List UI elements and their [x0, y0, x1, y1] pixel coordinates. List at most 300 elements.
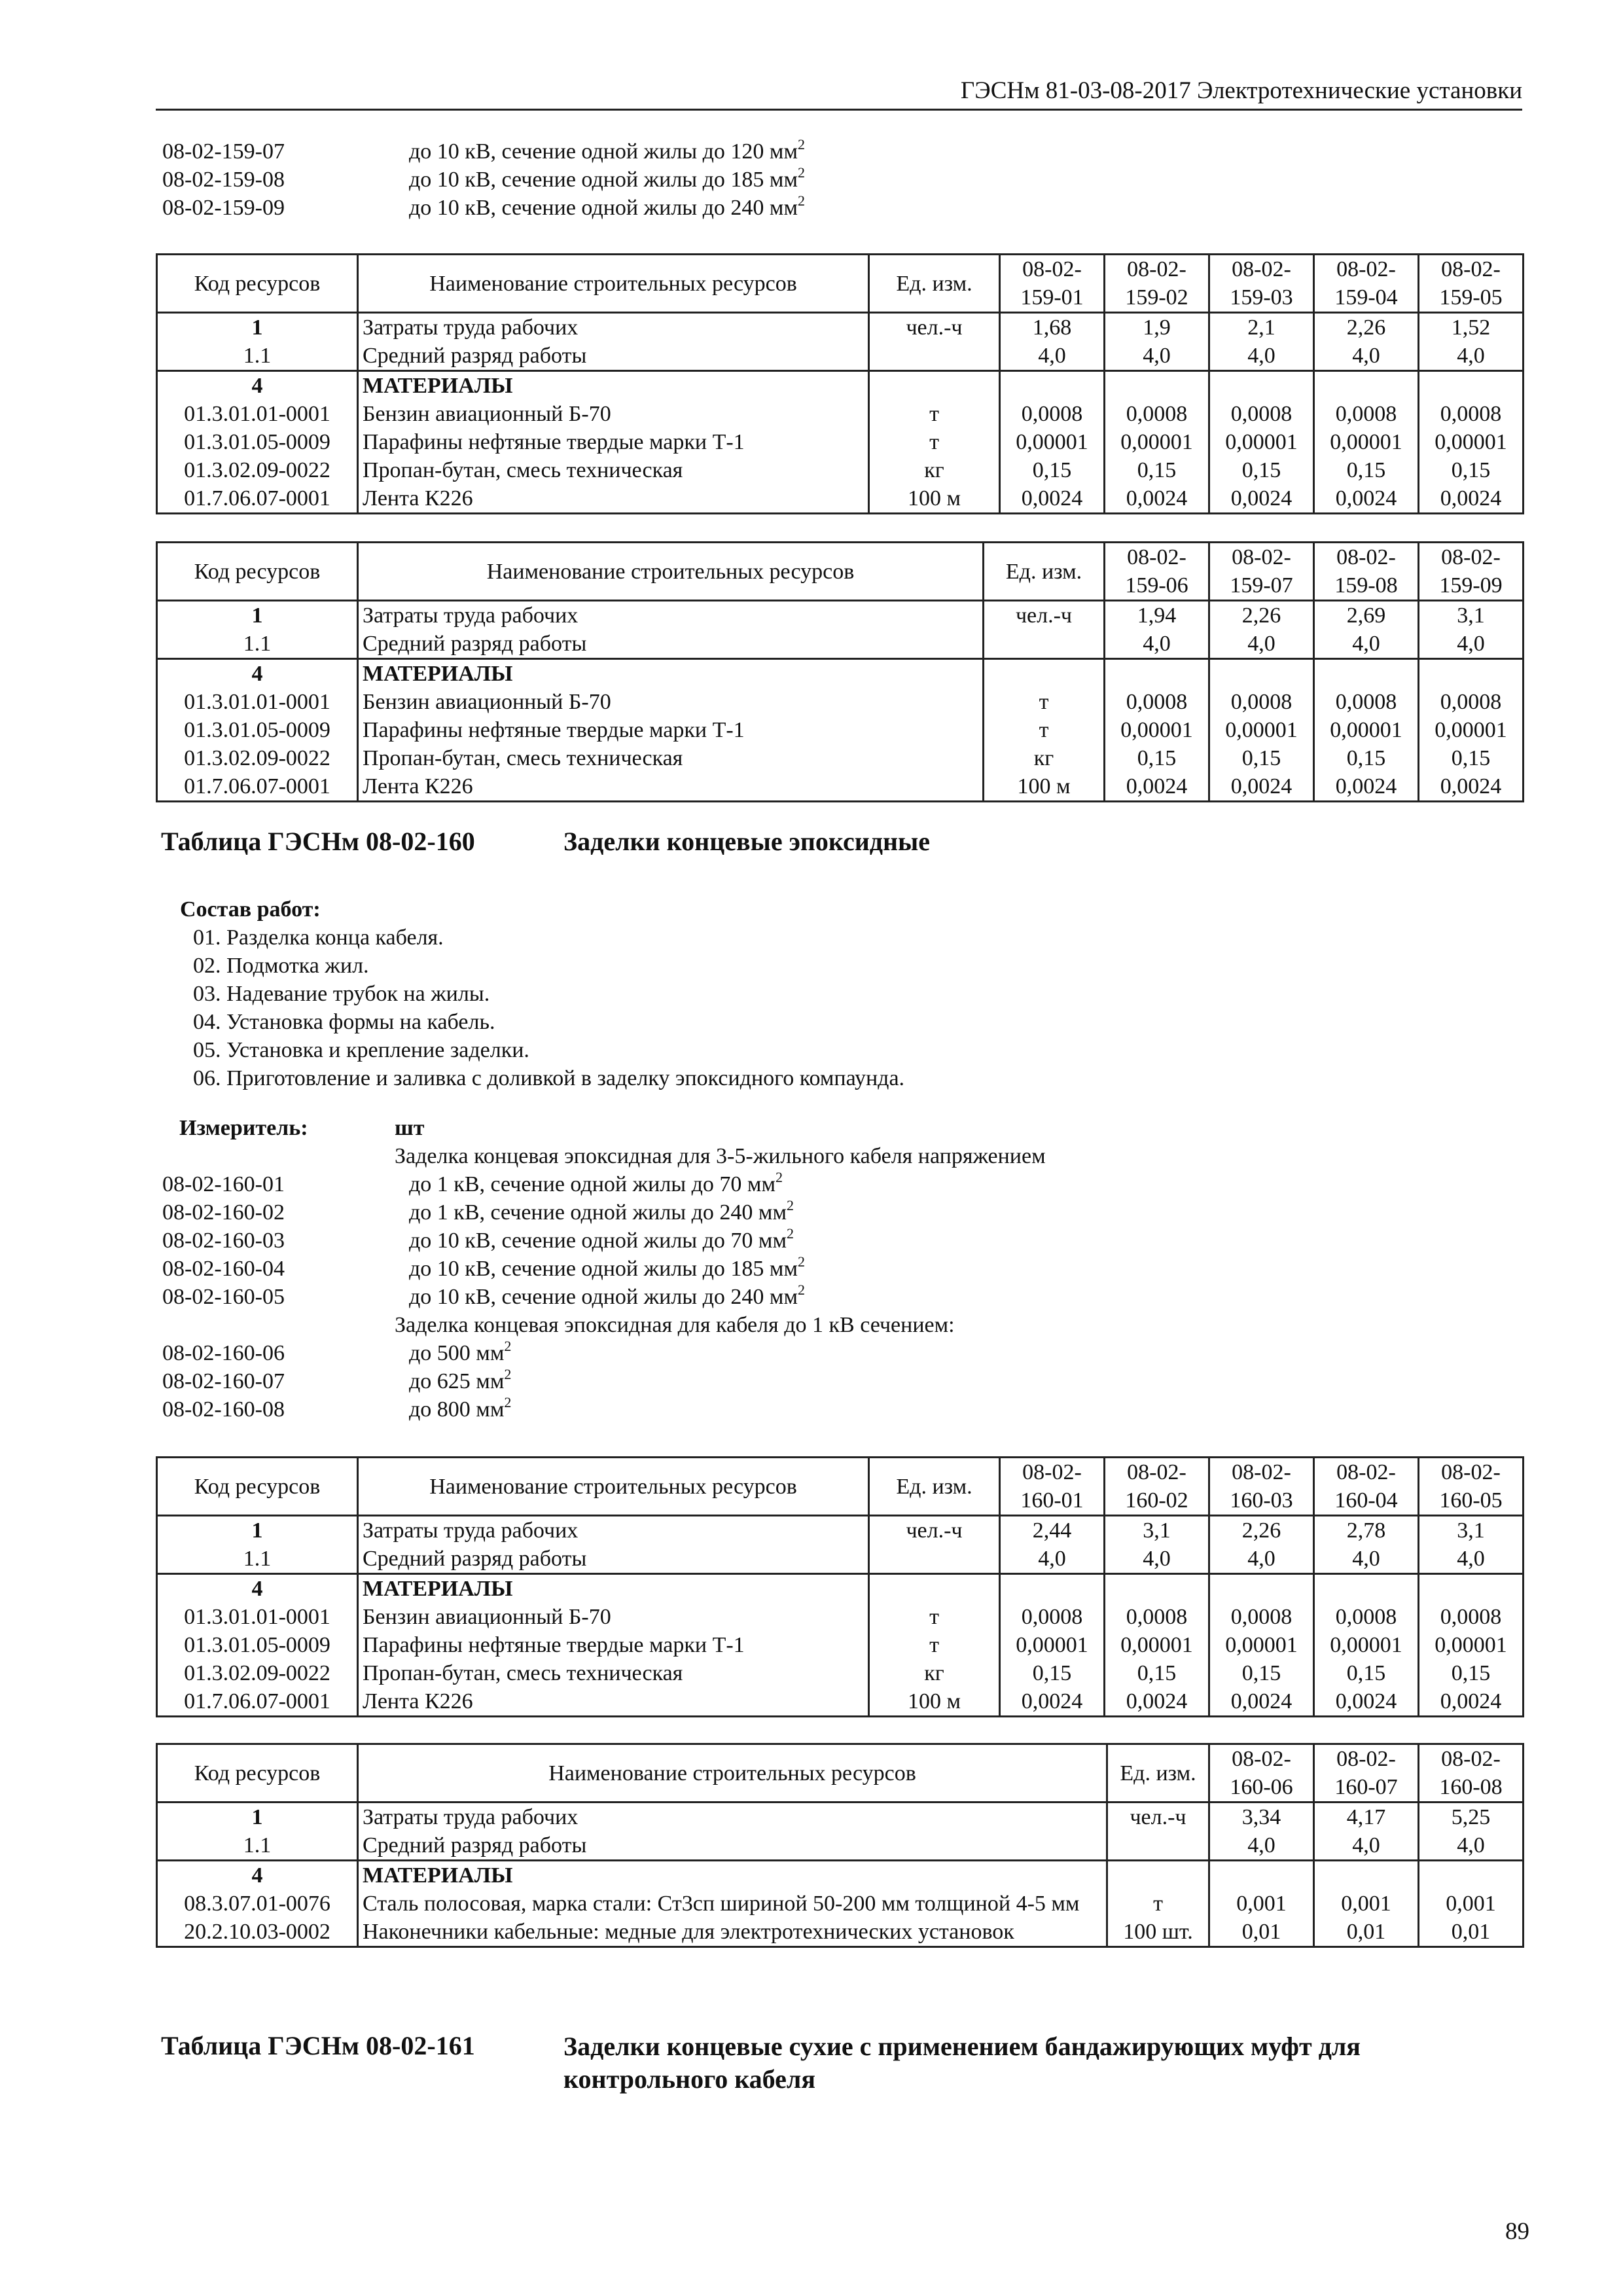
resource-unit: чел.-ч — [869, 313, 1000, 342]
code-description-text: до 500 мм — [409, 1341, 505, 1365]
resource-row — [157, 313, 1524, 342]
resource-row — [157, 744, 1524, 772]
resource-value: 4,0 — [1105, 630, 1209, 659]
resource-code: 08-02-160-06 — [162, 1341, 285, 1365]
resource-row — [157, 1631, 1524, 1659]
superscript: 2 — [797, 192, 805, 209]
resource-row — [157, 1687, 1524, 1717]
header-rate-code: 08-02- 159-07 — [1209, 543, 1314, 601]
code-description-text: до 1 кВ, сечение одной жилы до 70 мм — [409, 1172, 776, 1196]
work-step: 02. Подмотка жил. — [193, 954, 369, 978]
resource-value: 0,15 — [1419, 1659, 1524, 1687]
resource-value: 0,00001 — [1419, 428, 1524, 456]
resource-value — [1000, 1574, 1105, 1604]
resource-value: 0,15 — [1209, 744, 1314, 772]
header-unit: Ед. изм. — [984, 543, 1105, 601]
resource-unit — [984, 659, 1105, 689]
superscript: 2 — [504, 1338, 512, 1354]
resource-row — [157, 456, 1524, 484]
code-description-text: до 10 кВ, сечение одной жилы до 70 мм — [409, 1229, 787, 1253]
resource-name: Бензин авиационный Б-70 — [358, 400, 869, 428]
resource-code: 1 — [157, 601, 358, 630]
code-description-text: до 10 кВ, сечение одной жилы до 240 мм — [409, 1285, 798, 1309]
resource-value: 0,00001 — [1314, 1631, 1419, 1659]
code-description — [395, 1395, 511, 1424]
resource-name: Средний разряд работы — [358, 342, 869, 371]
resource-name: Сталь полосовая, марка стали: Ст3сп шириной 50-200 мм толщиной 4-5 мм — [358, 1890, 1107, 1918]
resource-value: 0,0008 — [1000, 400, 1105, 428]
resource-code: 08-02-159-07 — [162, 139, 285, 164]
resource-unit — [1107, 1861, 1209, 1890]
resource-unit — [1107, 1831, 1209, 1861]
resource-value: 0,0024 — [1314, 772, 1419, 802]
header-name: Наименование строительных ресурсов — [358, 255, 869, 313]
code-description-text: до 10 кВ, сечение одной жилы до 240 мм — [409, 196, 798, 220]
resource-table-159-06-09 — [156, 541, 1524, 802]
code-description-text: до 10 кВ, сечение одной жилы до 185 мм — [409, 1257, 798, 1281]
resource-value: 0,00001 — [1419, 1631, 1524, 1659]
code-description — [395, 1198, 794, 1227]
resource-value: 0,0008 — [1209, 688, 1314, 716]
resource-value: 0,00001 — [1000, 428, 1105, 456]
code-description — [395, 137, 805, 166]
resource-value: 4,0 — [1419, 630, 1524, 659]
resource-value: 1,94 — [1105, 601, 1209, 630]
superscript: 2 — [786, 1197, 794, 1213]
resource-value: 4,0 — [1000, 1545, 1105, 1574]
resource-value: 4,0 — [1209, 1831, 1314, 1861]
resource-code: 01.3.01.05-0009 — [157, 1631, 358, 1659]
resource-value: 0,00001 — [1105, 428, 1209, 456]
code-description — [395, 1367, 511, 1395]
running-header — [156, 73, 1522, 111]
resource-value: 0,0024 — [1000, 484, 1105, 514]
work-step: 06. Приготовление и заливка с доливкой в заделку эпоксидного компаунда. — [193, 1066, 905, 1090]
resource-code: 01.7.06.07-0001 — [157, 1687, 358, 1717]
resource-value: 4,17 — [1314, 1803, 1419, 1832]
header-rate-code: 08-02- 159-04 — [1314, 255, 1419, 313]
resource-name: Средний разряд работы — [358, 1831, 1107, 1861]
resource-name: Затраты труда рабочих — [358, 1803, 1107, 1832]
resource-name: Парафины нефтяные твердые марки Т-1 — [358, 428, 869, 456]
resource-unit: кг — [869, 1659, 1000, 1687]
resource-value: 0,15 — [1209, 1659, 1314, 1687]
resource-name: МАТЕРИАЛЫ — [358, 1861, 1107, 1890]
resource-value — [1209, 371, 1314, 401]
resource-row — [157, 1861, 1524, 1890]
resource-value: 0,0024 — [1209, 772, 1314, 802]
resource-table-159-01-05 — [156, 253, 1524, 514]
resource-value: 0,0008 — [1209, 1603, 1314, 1631]
work-step: 01. Разделка конца кабеля. — [193, 925, 444, 950]
code-row — [162, 1255, 1046, 1283]
code-row — [162, 1367, 1046, 1395]
header-code: Код ресурсов — [157, 1744, 358, 1803]
resource-name: Парафины нефтяные твердые марки Т-1 — [358, 716, 984, 744]
code-description — [395, 1170, 783, 1198]
resource-row — [157, 659, 1524, 689]
code-list-159 — [162, 137, 805, 222]
resource-code: 08-02-159-09 — [162, 196, 285, 220]
meter-unit: шт — [395, 1116, 425, 1140]
superscript: 2 — [797, 1282, 805, 1298]
header-code: Код ресурсов — [157, 255, 358, 313]
resource-value: 0,0024 — [1314, 484, 1419, 514]
resource-code: 4 — [157, 659, 358, 689]
resource-value: 0,001 — [1419, 1890, 1524, 1918]
section-name: Заделки концевые эпоксидные — [563, 827, 931, 856]
resource-value: 0,00001 — [1314, 716, 1419, 744]
resource-unit: т — [869, 400, 1000, 428]
resource-value — [1419, 1861, 1524, 1890]
code-description-text: до 10 кВ, сечение одной жилы до 185 мм — [409, 168, 798, 192]
resource-unit: т — [869, 1631, 1000, 1659]
resource-value — [1105, 371, 1209, 401]
resource-value: 0,0008 — [1419, 1603, 1524, 1631]
resource-unit: 100 м — [869, 1687, 1000, 1717]
resource-code: 1.1 — [157, 630, 358, 659]
superscript: 2 — [797, 136, 805, 152]
resource-row — [157, 1516, 1524, 1545]
resource-row — [157, 371, 1524, 401]
resource-unit: кг — [984, 744, 1105, 772]
resource-value: 0,0024 — [1000, 1687, 1105, 1717]
header-rate-code: 08-02- 159-02 — [1105, 255, 1209, 313]
header-name: Наименование строительных ресурсов — [358, 1744, 1107, 1803]
resource-value — [1419, 1574, 1524, 1604]
resource-value: 0,0024 — [1105, 772, 1209, 802]
header-unit: Ед. изм. — [1107, 1744, 1209, 1803]
resource-value: 3,1 — [1419, 601, 1524, 630]
resource-code: 1 — [157, 1803, 358, 1832]
group-heading-2: Заделка концевая эпоксидная для кабеля до 1 кВ сечением: — [395, 1313, 955, 1337]
resource-value: 4,0 — [1419, 1831, 1524, 1861]
works-heading: Состав работ: — [180, 897, 321, 922]
header-rate-code: 08-02- 159-08 — [1314, 543, 1419, 601]
resource-name: Наконечники кабельные: медные для электротехнических установок — [358, 1918, 1107, 1947]
header-name: Наименование строительных ресурсов — [358, 543, 984, 601]
resource-code: 08-02-160-02 — [162, 1200, 285, 1225]
resource-value: 4,0 — [1000, 342, 1105, 371]
running-header-title: ГЭСНм 81-03-08-2017 Электротехнические установки — [960, 77, 1522, 104]
header-unit: Ед. изм. — [869, 255, 1000, 313]
section-number: Таблица ГЭСНм 08-02-161 — [161, 2031, 475, 2060]
resource-name: Бензин авиационный Б-70 — [358, 1603, 869, 1631]
resource-value: 0,00001 — [1314, 428, 1419, 456]
header-rate-code: 08-02- 160-03 — [1209, 1458, 1314, 1516]
meter-label: Измеритель: — [179, 1116, 308, 1140]
resource-value — [1105, 659, 1209, 689]
code-row — [162, 1198, 1046, 1227]
section-number: Таблица ГЭСНм 08-02-160 — [161, 827, 475, 856]
resource-row — [157, 342, 1524, 371]
resource-code: 08-02-160-03 — [162, 1229, 285, 1253]
resource-row — [157, 484, 1524, 514]
header-name: Наименование строительных ресурсов — [358, 1458, 869, 1516]
resource-name: МАТЕРИАЛЫ — [358, 371, 869, 401]
resource-value — [1000, 371, 1105, 401]
resource-value: 0,0024 — [1419, 772, 1524, 802]
resource-value: 0,0008 — [1105, 400, 1209, 428]
resource-value: 4,0 — [1209, 342, 1314, 371]
resource-value: 0,00001 — [1209, 1631, 1314, 1659]
resource-value: 0,001 — [1209, 1890, 1314, 1918]
code-row — [162, 137, 805, 166]
resource-unit: т — [869, 428, 1000, 456]
resource-value — [1314, 659, 1419, 689]
header-rate-code: 08-02- 160-05 — [1419, 1458, 1524, 1516]
resource-value: 4,0 — [1105, 1545, 1209, 1574]
resource-unit: 100 м — [869, 484, 1000, 514]
resource-code: 1 — [157, 313, 358, 342]
resource-code: 08-02-160-01 — [162, 1172, 285, 1196]
superscript: 2 — [797, 164, 805, 181]
resource-value — [1314, 371, 1419, 401]
resource-name: Пропан-бутан, смесь техническая — [358, 456, 869, 484]
resource-row — [157, 716, 1524, 744]
resource-row — [157, 428, 1524, 456]
resource-row — [157, 1659, 1524, 1687]
header-rate-code: 08-02- 160-07 — [1314, 1744, 1419, 1803]
work-step: 03. Надевание трубок на жилы. — [193, 982, 490, 1006]
resource-value: 0,15 — [1419, 744, 1524, 772]
resource-unit: 100 шт. — [1107, 1918, 1209, 1947]
resource-row — [157, 1603, 1524, 1631]
section-title-160 — [161, 826, 930, 857]
resource-value: 0,0024 — [1209, 484, 1314, 514]
resource-name: Лента К226 — [358, 484, 869, 514]
header-rate-code: 08-02- 159-09 — [1419, 543, 1524, 601]
resource-value: 3,1 — [1419, 1516, 1524, 1545]
resource-value: 4,0 — [1419, 342, 1524, 371]
resource-value: 2,26 — [1314, 313, 1419, 342]
resource-name: Затраты труда рабочих — [358, 313, 869, 342]
header-rate-code: 08-02- 160-06 — [1209, 1744, 1314, 1803]
resource-code: 01.3.01.01-0001 — [157, 688, 358, 716]
resource-unit: чел.-ч — [1107, 1803, 1209, 1832]
code-description-text: до 625 мм — [409, 1369, 505, 1393]
resource-value: 0,0024 — [1105, 1687, 1209, 1717]
code-description-text: до 800 мм — [409, 1397, 505, 1422]
code-description — [395, 1255, 805, 1283]
resource-value: 0,15 — [1209, 456, 1314, 484]
code-description — [395, 166, 805, 194]
section-title-161 — [161, 2030, 1499, 2096]
resource-name: Лента К226 — [358, 772, 984, 802]
superscript: 2 — [786, 1225, 794, 1242]
resource-value: 0,00001 — [1105, 1631, 1209, 1659]
resource-name: Пропан-бутан, смесь техническая — [358, 744, 984, 772]
resource-value: 0,0008 — [1000, 1603, 1105, 1631]
resource-code: 08.3.07.01-0076 — [157, 1890, 358, 1918]
resource-table-160-01-05 — [156, 1456, 1524, 1717]
resource-name: МАТЕРИАЛЫ — [358, 1574, 869, 1604]
works-list — [180, 895, 904, 1092]
resource-code: 01.3.01.01-0001 — [157, 400, 358, 428]
group-heading-1: Заделка концевая эпоксидная для 3-5-жильного кабеля напряжением — [395, 1144, 1046, 1168]
resource-value: 0,00001 — [1000, 1631, 1105, 1659]
resource-value — [1419, 659, 1524, 689]
resource-value: 0,0008 — [1314, 400, 1419, 428]
superscript: 2 — [504, 1394, 512, 1410]
resource-code: 01.3.02.09-0022 — [157, 456, 358, 484]
resource-value: 0,15 — [1000, 456, 1105, 484]
work-step: 05. Установка и крепление заделки. — [193, 1038, 529, 1062]
code-row — [162, 1227, 1046, 1255]
resource-value: 0,0024 — [1314, 1687, 1419, 1717]
resource-unit: чел.-ч — [984, 601, 1105, 630]
resource-unit — [869, 1545, 1000, 1574]
resource-code: 01.7.06.07-0001 — [157, 772, 358, 802]
resource-name: Затраты труда рабочих — [358, 1516, 869, 1545]
resource-value: 0,15 — [1105, 1659, 1209, 1687]
resource-value: 4,0 — [1314, 630, 1419, 659]
resource-row — [157, 688, 1524, 716]
superscript: 2 — [504, 1366, 512, 1382]
header-rate-code: 08-02- 160-01 — [1000, 1458, 1105, 1516]
resource-unit: кг — [869, 456, 1000, 484]
resource-name: Средний разряд работы — [358, 1545, 869, 1574]
resource-unit — [869, 371, 1000, 401]
header-rate-code: 08-02- 160-02 — [1105, 1458, 1209, 1516]
resource-unit — [869, 342, 1000, 371]
resource-value: 4,0 — [1209, 1545, 1314, 1574]
resource-value: 2,44 — [1000, 1516, 1105, 1545]
resource-code: 1 — [157, 1516, 358, 1545]
resource-table-160-06-08 — [156, 1743, 1524, 1948]
resource-value: 0,0024 — [1419, 1687, 1524, 1717]
resource-value: 0,15 — [1314, 744, 1419, 772]
header-rate-code: 08-02- 160-08 — [1419, 1744, 1524, 1803]
resource-value — [1105, 1574, 1209, 1604]
resource-value: 0,00001 — [1209, 428, 1314, 456]
resource-row — [157, 1918, 1524, 1947]
resource-value: 4,0 — [1209, 630, 1314, 659]
meter-block — [162, 1114, 1046, 1424]
resource-value: 0,15 — [1000, 1659, 1105, 1687]
resource-value: 2,78 — [1314, 1516, 1419, 1545]
resource-value: 0,00001 — [1105, 716, 1209, 744]
resource-name: МАТЕРИАЛЫ — [358, 659, 984, 689]
resource-unit: т — [984, 716, 1105, 744]
resource-row — [157, 772, 1524, 802]
resource-unit: чел.-ч — [869, 1516, 1000, 1545]
code-description-text: до 1 кВ, сечение одной жилы до 240 мм — [409, 1200, 787, 1225]
resource-value: 1,68 — [1000, 313, 1105, 342]
resource-row — [157, 1803, 1524, 1832]
resource-code: 20.2.10.03-0002 — [157, 1918, 358, 1947]
superscript: 2 — [775, 1169, 783, 1185]
resource-name: Затраты труда рабочих — [358, 601, 984, 630]
resource-row — [157, 1890, 1524, 1918]
resource-code: 08-02-159-08 — [162, 168, 285, 192]
resource-value: 3,34 — [1209, 1803, 1314, 1832]
resource-code: 01.7.06.07-0001 — [157, 484, 358, 514]
code-row — [162, 1395, 1046, 1424]
header-rate-code: 08-02- 159-03 — [1209, 255, 1314, 313]
resource-name: Парафины нефтяные твердые марки Т-1 — [358, 1631, 869, 1659]
header-code: Код ресурсов — [157, 1458, 358, 1516]
resource-value: 0,0024 — [1209, 1687, 1314, 1717]
resource-value: 0,01 — [1419, 1918, 1524, 1947]
resource-row — [157, 400, 1524, 428]
code-row — [162, 1170, 1046, 1198]
resource-value — [1209, 1861, 1314, 1890]
resource-code: 01.3.01.01-0001 — [157, 1603, 358, 1631]
resource-value: 0,0008 — [1419, 400, 1524, 428]
resource-unit — [869, 1574, 1000, 1604]
code-row — [162, 1339, 1046, 1367]
resource-value: 0,0008 — [1105, 688, 1209, 716]
resource-value: 0,00001 — [1209, 716, 1314, 744]
resource-value — [1209, 1574, 1314, 1604]
resource-unit: т — [869, 1603, 1000, 1631]
resource-value: 2,26 — [1209, 1516, 1314, 1545]
resource-unit: т — [984, 688, 1105, 716]
code-row — [162, 1283, 1046, 1311]
resource-code: 01.3.02.09-0022 — [157, 744, 358, 772]
section-name: Заделки концевые сухие с применением бандажирующих муфт для контрольного кабеля — [563, 2032, 1361, 2094]
resource-code: 1.1 — [157, 1545, 358, 1574]
code-row — [162, 194, 805, 222]
resource-row — [157, 1574, 1524, 1604]
resource-value: 1,52 — [1419, 313, 1524, 342]
header-code: Код ресурсов — [157, 543, 358, 601]
resource-code: 08-02-160-07 — [162, 1369, 285, 1393]
resource-value: 0,15 — [1314, 1659, 1419, 1687]
resource-value: 0,15 — [1419, 456, 1524, 484]
resource-value: 0,0008 — [1209, 400, 1314, 428]
resource-value: 0,001 — [1314, 1890, 1419, 1918]
code-description — [395, 1283, 805, 1311]
work-step: 04. Установка формы на кабель. — [193, 1010, 495, 1034]
code-description-text: до 10 кВ, сечение одной жилы до 120 мм — [409, 139, 798, 164]
resource-code: 08-02-160-05 — [162, 1285, 285, 1309]
code-description — [395, 1339, 511, 1367]
header-rate-code: 08-02- 159-06 — [1105, 543, 1209, 601]
resource-value: 0,15 — [1105, 744, 1209, 772]
resource-value: 0,0008 — [1419, 688, 1524, 716]
resource-value — [1209, 659, 1314, 689]
resource-value: 2,1 — [1209, 313, 1314, 342]
resource-row — [157, 630, 1524, 659]
code-row — [162, 166, 805, 194]
resource-name: Бензин авиационный Б-70 — [358, 688, 984, 716]
resource-value: 0,0008 — [1314, 1603, 1419, 1631]
resource-name: Лента К226 — [358, 1687, 869, 1717]
superscript: 2 — [797, 1253, 805, 1270]
resource-value: 2,69 — [1314, 601, 1419, 630]
resource-code: 01.3.01.05-0009 — [157, 428, 358, 456]
code-description — [395, 194, 805, 222]
resource-value: 0,0024 — [1105, 484, 1209, 514]
resource-value: 4,0 — [1314, 1831, 1419, 1861]
header-rate-code: 08-02- 159-01 — [1000, 255, 1105, 313]
resource-value: 0,01 — [1314, 1918, 1419, 1947]
header-rate-code: 08-02- 159-05 — [1419, 255, 1524, 313]
resource-value: 1,9 — [1105, 313, 1209, 342]
resource-value: 0,00001 — [1419, 716, 1524, 744]
resource-value: 2,26 — [1209, 601, 1314, 630]
resource-name: Средний разряд работы — [358, 630, 984, 659]
resource-value — [1314, 1574, 1419, 1604]
resource-code: 1.1 — [157, 1831, 358, 1861]
resource-value: 3,1 — [1105, 1516, 1209, 1545]
resource-value — [1314, 1861, 1419, 1890]
resource-value: 4,0 — [1105, 342, 1209, 371]
resource-value: 4,0 — [1314, 342, 1419, 371]
resource-code: 4 — [157, 371, 358, 401]
